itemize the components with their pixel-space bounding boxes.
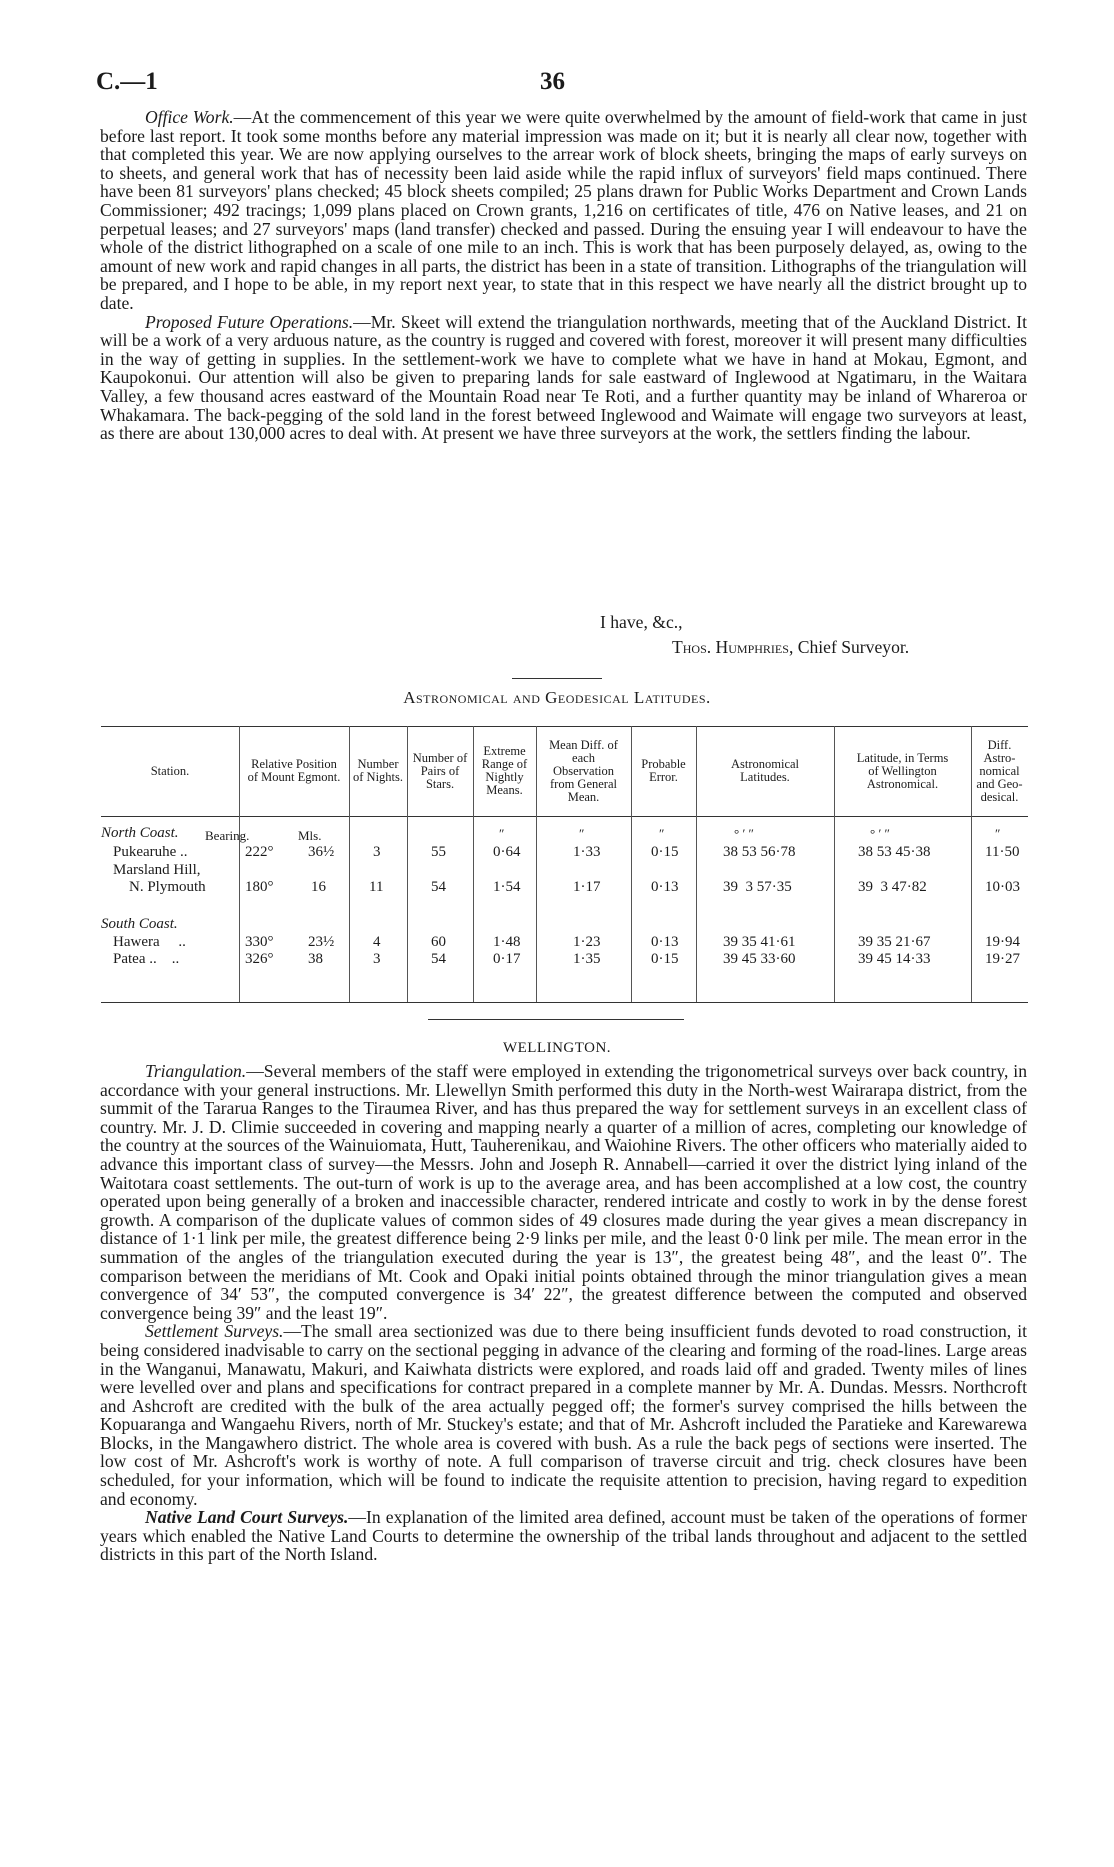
row-pukearuhe-latitude: 38 53 45·38 [858, 844, 931, 860]
divider-rule [512, 678, 602, 679]
row-hawera-station: Hawera .. [113, 934, 186, 950]
signoff-signature [672, 637, 909, 658]
row-hawera-miles: 23½ [308, 934, 335, 950]
header-nights: Number of Nights. [353, 757, 403, 784]
header-extreme-range: Extreme Range of Nightly Means. [481, 744, 528, 797]
signoff-title: , Chief Surveyor. [788, 637, 910, 657]
table-rule-header [101, 816, 1028, 817]
paragraph-body: —At the commencement of this year we were quite overwhelmed by the amount of field-work that came in just before last report. It took some months before any material impression was made on it; but it is nearly all clear now, together with that completed this year. We are now applying ourselves to the arrear work of block sheets, bringing the maps of early surveys on to sheets, and general work that has of necessity been laid aside while the rapid influx of surveyors' field maps continued. There have been 81 surveyors' plans checked; 45 block sheets compiled; 25 plans drawn for Public Works Department and Crown Lands Commissioner; 492 tracings; 1,099 plans placed on Crown grants, 1,216 on certificates of title, 476 on Native leases, and 21 on perpetual leases; and 27 surveyors' maps (land transfer) checked and passed. During the ensuing year I will endeavour to have the whole of the district lithographed on a scale of one mile to an inch. This is work that has been purposely delayed, as, owing to the amount of new work and rapid changes in all parts, the district has been in a state of transition. Lithographs of the triangulation will be prepared, and I hope to be able, in my report next year, to state that in this respect we have nearly all the district brought up to date. [100, 107, 1027, 313]
unit-dms: ° ′ ″ [870, 826, 890, 841]
table-title: Astronomical and Geodesical Latitudes. [403, 688, 711, 707]
row-pukearuhe-astro: 38 53 56·78 [723, 844, 796, 860]
paragraph-lead: Office Work. [145, 107, 234, 127]
row-hawera-diff: 19·94 [985, 934, 1020, 950]
divider-rule [428, 1019, 684, 1020]
report-code: C.—1 [96, 68, 158, 95]
row-patea-astro: 39 45 33·60 [723, 951, 796, 967]
table-rule-bottom [101, 1002, 1028, 1003]
row-patea-mean-diff: 1·35 [573, 951, 601, 967]
latitudes-table [101, 712, 1028, 1002]
row-patea-extreme: 0·17 [493, 951, 521, 967]
section-north-coast: North Coast. [101, 825, 179, 841]
row-patea-latitude: 39 45 14·33 [858, 951, 931, 967]
row-marsland-miles: 16 [311, 879, 326, 895]
unit-seconds: ″ [499, 826, 505, 841]
header-probable-error: Probable Error. [641, 757, 686, 784]
row-marsland-diff: 10·03 [985, 879, 1020, 895]
row-hawera-bearing: 330° [245, 934, 274, 950]
unit-seconds: ″ [995, 826, 1001, 841]
row-pukearuhe-mean-diff: 1·33 [573, 844, 601, 860]
header-mean-diff: Mean Diff. of each Observation from General Mean. [549, 737, 618, 804]
row-pukearuhe-bearing: 222° [245, 844, 274, 860]
row-hawera-nights: 4 [373, 934, 381, 950]
paragraph-office-work [100, 108, 1027, 313]
row-hawera-probable: 0·13 [651, 934, 679, 950]
signoff-closing: I have, &c., [600, 612, 683, 632]
row-patea-miles: 38 [308, 951, 323, 967]
section-heading-wellington: WELLINGTON. [502, 1040, 612, 1056]
header-diff: Diff. Astro-nomical and Geo-desical. [976, 737, 1023, 804]
unit-bearing: Bearing. [205, 828, 250, 843]
header-astronomical: Astronomical Latitudes. [730, 757, 800, 784]
row-marsland-extreme: 1·54 [493, 879, 521, 895]
signoff-name: Thos. Humphries [672, 637, 789, 657]
unit-seconds: ″ [659, 826, 665, 841]
row-patea-nights: 3 [373, 951, 381, 967]
section-south-coast: South Coast. [101, 916, 178, 932]
paragraph-future-operations [100, 313, 1027, 443]
row-patea-probable: 0·15 [651, 951, 679, 967]
row-hawera-astro: 39 35 41·61 [723, 934, 796, 950]
paragraph-triangulation [100, 1062, 1027, 1322]
page-number: 36 [540, 68, 565, 95]
paragraph-lead: Proposed Future Operations. [145, 311, 354, 332]
paragraph-lead: Settlement Surveys. [145, 1321, 284, 1342]
row-patea-station: Patea .. .. [113, 951, 180, 967]
paragraph-lead: Triangulation. [145, 1061, 247, 1081]
row-patea-pairs: 54 [431, 951, 446, 967]
row-pukearuhe-nights: 3 [373, 844, 381, 860]
row-marsland-bearing: 180° [245, 879, 274, 895]
row-pukearuhe-probable: 0·15 [651, 844, 679, 860]
row-hawera-mean-diff: 1·23 [573, 934, 601, 950]
row-marsland-probable: 0·13 [651, 879, 679, 895]
row-pukearuhe-miles: 36½ [308, 844, 335, 860]
unit-dms: ° ′ ″ [734, 826, 754, 841]
header-latitude: Latitude, in Terms of Wellington Astronomical. [856, 750, 949, 791]
row-hawera-pairs: 60 [431, 934, 446, 950]
text-block-top [100, 108, 1027, 443]
paragraph-body: —Several members of the staff were employed in extending the trigonometrical surveys over back country, in accordance with your general instructions. Mr. Llewellyn Smith performed this duty in the North-west Wairarapa district, from the summit of the Tararua Ranges to the Tiraumea River, and has thus prepared the way for settlement surveys in an excellent class of country. Mr. J. D. Climie succeeded in covering and mapping nearly a quarter of a million of acres, completing our knowledge of the country at the sources of the Wainuiomata, Hutt, Tauherenikau, and Waiohine Rivers. The other officers who materially aided to advance this important class of survey—the Messrs. John and Joseph R. Annabell—carried it over the district lying inland of the Waitotara coast settlements. The out-turn of work is up to the average area, and has been accomplished at a low cost, the country operated upon being generally of a broken and inaccessible character, rendered intricate and costly to work in by the dense forest growth. A comparison of the duplicate values of common sides of 49 closures made during the year gives a mean discrepancy in distance of 1·1 link per mile, the greatest difference being 2·9 links per mile, and the least 0·0 link per mile. The mean error in the summation of the angles of the triangulation executed during the year is 13″, the greatest being 48″, and the least 0″. The comparison between the meridians of Mt. Cook and Opaki initial points obtained through the minor triangulation gives a mean convergence of 34′ 53″, the computed convergence is 34′ 22″, the greatest difference between the computed and observed convergence being 39″ and the least 19″. [100, 1061, 1027, 1323]
header-station: Station. [150, 763, 190, 778]
paragraph-body: —In explanation of the limited area defined, account must be taken of the operations of former years which enabled the Native Land Courts to determine the ownership of the tribal lands throughout and adjacent to the settled districts in this part of the North Island. [100, 1507, 1028, 1565]
row-marsland-latitude: 39 3 47·82 [858, 879, 927, 895]
paragraph-body: —Mr. Skeet will extend the triangulation northwards, meeting that of the Auckland District. It will be a work of a very arduous nature, as the country is rugged and covered with forest, moreover it will present many difficulties in the way of getting in supplies. In the settlement-work we have to complete what we have in hand at Mokau, Egmont, and Kaupokonui. Our attention will also be given to preparing lands for sale eastward of Inglewood at Ngatimaru, in the Waitara Valley, a few thousand acres eastward of the Mountain Road near Te Roti, and a further quantity may be inland of Whareroa or Whakamara. The back-pegging of the sold land in the forest betweed Inglewood and Waimate will engage two surveyors at least, as there are about 130,000 acres to deal with. At present we have three surveyors at the work, the settlers finding the labour. [100, 311, 1027, 444]
row-marsland-mean-diff: 1·17 [573, 879, 601, 895]
row-marsland-pairs: 54 [431, 879, 446, 895]
row-marsland-station: N. Plymouth [129, 879, 206, 895]
row-patea-diff: 19·27 [985, 951, 1020, 967]
row-pukearuhe-station: Pukearuhe .. [113, 844, 188, 860]
row-patea-bearing: 326° [245, 951, 274, 967]
unit-miles: Mls. [298, 828, 322, 843]
paragraph-lead: Native Land Court Surveys. [145, 1507, 349, 1528]
row-hawera-latitude: 39 35 21·67 [858, 934, 931, 950]
row-marsland-astro: 39 3 57·35 [723, 879, 792, 895]
header-relative-position: Relative Position of Mount Egmont. [247, 757, 341, 784]
header-pairs: Number of Pairs of Stars. [412, 750, 468, 791]
row-pukearuhe-extreme: 0·64 [493, 844, 521, 860]
paragraph-body: —The small area sectionized was due to there being insufficient funds devoted to road construction, it being considered inadvisable to carry on the sectional pegging in advance of the clearing and forming of the road-lines. Large areas in the Wanganui, Manawatu, Makuri, and Kaiwhata districts were explored, and roads laid off and graded. Twenty miles of lines were levelled over and plans and specifications for contract prepared in a complete manner by Mr. A. Dundas. Messrs. Northcroft and Ashcroft are credited with the bulk of the area actually pegged off; the former's survey comprised the hills between the Kopuaranga and Wangaehu Rivers, north of Mr. Stuckey's estate; and that of Mr. Ashcroft included the Paratieke and Karewarewa Blocks, in the Mangawhero district. The whole area is covered with bush. As a rule the back pegs of sections were inserted. The low cost of Mr. Ashcroft's work is worthy of note. A full comparison of traverse circuit and trig. check closures have been scheduled, for your information, which will be found to indicate the requisite attention to precision, having regard to expedition and economy. [100, 1321, 1027, 1509]
unit-seconds: ″ [579, 826, 585, 841]
row-pukearuhe-pairs: 55 [431, 844, 446, 860]
paragraph-native-land-court [100, 1508, 1027, 1564]
row-pukearuhe-diff: 11·50 [985, 844, 1020, 860]
row-marsland-nights: 11 [369, 879, 384, 895]
text-block-bottom [100, 1062, 1027, 1564]
row-marsland-station-line1: Marsland Hill, [113, 862, 201, 878]
paragraph-settlement-surveys [100, 1322, 1027, 1508]
row-hawera-extreme: 1·48 [493, 934, 521, 950]
